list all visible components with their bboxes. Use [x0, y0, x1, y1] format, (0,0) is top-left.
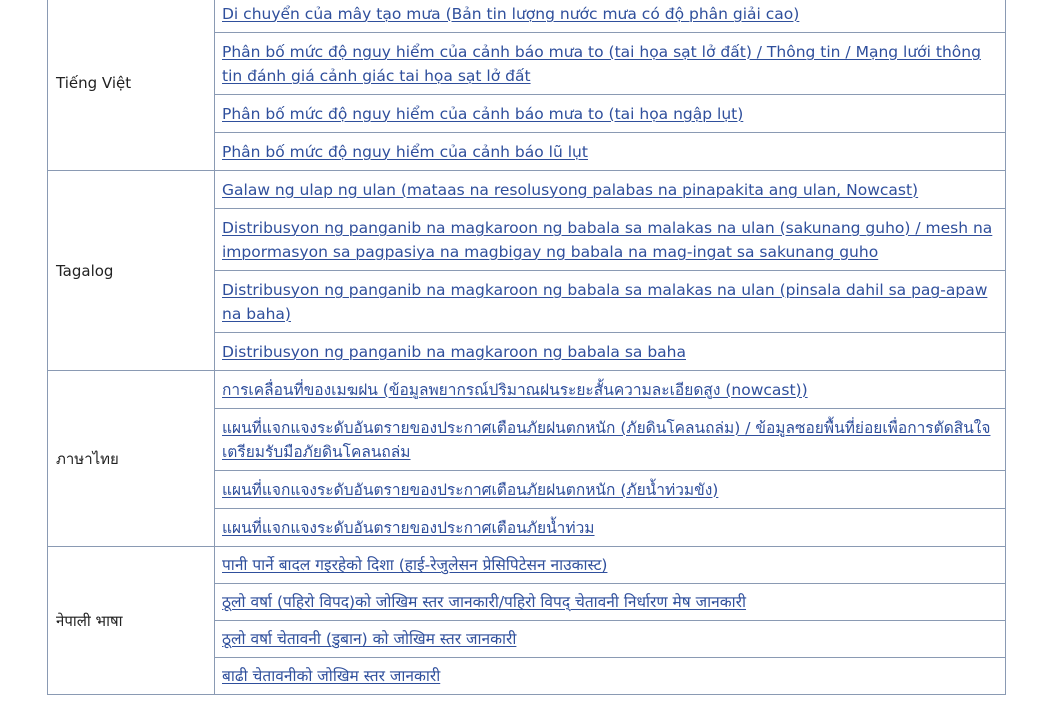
landslide-risk-link[interactable]: ठूलो वर्षा (पहिरो विपद)को जोखिम स्तर जानकारी/पहिरो विपद् चेतावनी निर्धारण मेष जानकारी	[222, 593, 747, 611]
landslide-risk-link[interactable]: Phân bố mức độ nguy hiểm của cảnh báo mưa to (tai họa sạt lở đất) / Thông tin / Mạng lưới thông tin đánh giá cảnh giác tai họa sạt lở đất	[222, 42, 981, 85]
link-cell	[215, 584, 1006, 621]
link-cell	[215, 471, 1006, 509]
table-row	[48, 0, 1006, 33]
table-row	[48, 171, 1006, 209]
link-cell	[215, 0, 1006, 33]
link-cell	[215, 409, 1006, 471]
link-cell	[215, 133, 1006, 171]
link-cell	[215, 209, 1006, 271]
language-label: Tagalog	[48, 171, 215, 371]
link-cell	[215, 333, 1006, 371]
language-label: नेपाली भाषा	[48, 547, 215, 695]
rain-cloud-movement-link[interactable]: การเคลื่อนที่ของเมฆฝน (ข้อมูลพยากรณ์ปริมาณฝนระยะสั้นความละเอียดสูง (nowcast))	[222, 380, 808, 399]
rain-cloud-movement-link[interactable]: पानी पार्ने बादल गइरहेको दिशा (हाई-रेजुलेसन प्रेसिपिटेसन नाउकास्ट)	[222, 556, 608, 574]
rain-cloud-movement-link[interactable]: Galaw ng ulap ng ulan (mataas na resolusyong palabas na pinapakita ang ulan, Nowcast)	[222, 180, 919, 199]
flood-risk-link[interactable]: बाढी चेतावनीको जोखिम स्तर जानकारी	[222, 667, 441, 685]
language-label: ภาษาไทย	[48, 371, 215, 547]
inundation-risk-link[interactable]: ठूलो वर्षा चेतावनी (डुबान) को जोखिम स्तर जानकारी	[222, 630, 517, 648]
table-row	[48, 371, 1006, 409]
rain-cloud-movement-link[interactable]: Di chuyển của mây tạo mưa (Bản tin lượng nước mưa có độ phân giải cao)	[222, 4, 800, 23]
inundation-risk-link[interactable]: Phân bố mức độ nguy hiểm của cảnh báo mưa to (tai họa ngập lụt)	[222, 104, 744, 123]
inundation-risk-link[interactable]: แผนที่แจกแจงระดับอันตรายของประกาศเตือนภัยฝนตกหนัก (ภัยน้ำท่วมขัง)	[222, 480, 719, 499]
landslide-risk-link[interactable]: แผนที่แจกแจงระดับอันตรายของประกาศเตือนภัยฝนตกหนัก (ภัยดินโคลนถล่ม) / ข้อมูลซอยพื้นที่ย่อยเพื่อการตัดสินใจเตรียมรับมือภัยดินโคลนถล่ม	[222, 418, 991, 461]
flood-risk-link[interactable]: Distribusyon ng panganib na magkaroon ng babala sa baha	[222, 342, 686, 361]
link-cell	[215, 95, 1006, 133]
link-cell	[215, 621, 1006, 658]
landslide-risk-link[interactable]: Distribusyon ng panganib na magkaroon ng babala sa malakas na ulan (sakunang guho) / mesh na impormasyon sa pagpasiya na magbigay ng babala na mag-ingat sa sakunang guho	[222, 218, 993, 261]
table-row	[48, 547, 1006, 584]
flood-risk-link[interactable]: แผนที่แจกแจงระดับอันตรายของประกาศเตือนภัยน้ำท่วม	[222, 518, 595, 537]
link-cell	[215, 547, 1006, 584]
link-cell	[215, 509, 1006, 547]
language-label: Tiếng Việt	[48, 0, 215, 171]
inundation-risk-link[interactable]: Distribusyon ng panganib na magkaroon ng babala sa malakas na ulan (pinsala dahil sa pag-apaw na baha)	[222, 280, 988, 323]
link-cell	[215, 371, 1006, 409]
language-links-table	[47, 0, 1006, 695]
link-cell	[215, 33, 1006, 95]
flood-risk-link[interactable]: Phân bố mức độ nguy hiểm của cảnh báo lũ lụt	[222, 142, 588, 161]
link-cell	[215, 171, 1006, 209]
link-cell	[215, 658, 1006, 695]
link-cell	[215, 271, 1006, 333]
